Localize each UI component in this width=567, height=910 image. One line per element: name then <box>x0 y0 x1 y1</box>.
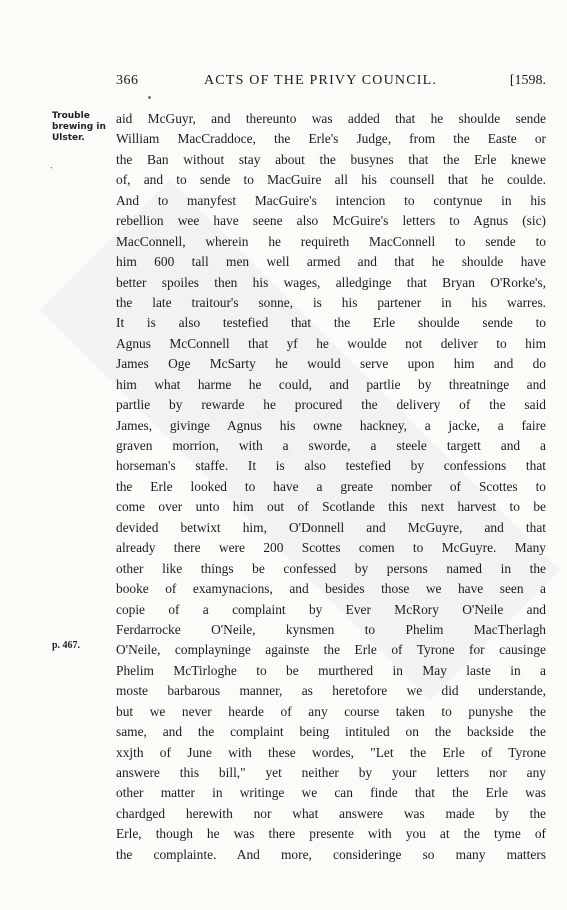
body-line: other matter in writinge we can finde that the Erle was <box>116 785 546 801</box>
body-line: copie of a complaint by Ever McRory O'Neile and <box>116 601 546 617</box>
body-line: aid McGuyr, and thereunto was added that he shoulde sende <box>116 111 546 126</box>
body-line: It is also testefied that the Erle shoulde sende to <box>116 315 546 331</box>
body-line: xxjth of June with these wordes, "Let the Erle of Tyrone <box>116 744 546 760</box>
body-line: the Erle looked to have a greate nomber of Scottes to <box>116 478 546 494</box>
body-line: same, and the complaint being intituled on the backside the <box>116 724 546 740</box>
margin-note-line: Ulster. <box>52 133 85 143</box>
body-line: Erle, though he was there presente with you at the tyme of <box>116 826 546 842</box>
body-line: the complainte. And more, consideringe so many matters <box>116 846 546 862</box>
margin-note-topic <box>52 111 106 144</box>
body-line: devided betwixt him, O'Donnell and McGuyre, and that <box>116 519 546 535</box>
body-line: other like things be confessed by persons named in the <box>116 560 546 576</box>
body-line: partlie by rewarde he procured the delivery of the said <box>116 397 546 413</box>
body-line: come over unto him out of Scotlande this next harvest to be <box>116 499 546 515</box>
body-line: O'Neile, complayninge againste the Erle of Tyrone for causinge <box>116 642 546 658</box>
margin-note-line: Trouble <box>52 111 90 121</box>
header-year: [1598. <box>509 73 546 88</box>
running-header <box>116 73 546 95</box>
body-text <box>116 109 546 865</box>
running-title: ACTS OF THE PRIVY COUNCIL. <box>204 73 438 88</box>
body-line: James, givinge Agnus his owne hackney, a jacke, a faire <box>116 417 546 433</box>
page-number: 366 <box>116 73 139 88</box>
body-line: answere this bill," yet neither by your letters nor any <box>116 765 546 780</box>
margin-note-line: brewing in <box>52 122 106 132</box>
body-line: him 600 tall men well armed and that he shoulde have <box>116 254 546 270</box>
body-line: rebellion wee have seene also McGuire's letters to Agnus (sic) <box>116 213 546 229</box>
margin-tick: ˏ <box>50 158 54 169</box>
body-line: MacConnell, wherein he requireth MacConnell to sende to <box>116 233 546 249</box>
body-line: Ferdarrocke O'Neile, kynsmen to Phelim MacTherlagh <box>116 621 546 637</box>
body-line: graven morrion, with a sworde, a steele targett and a <box>116 438 546 453</box>
body-line: him what harme he could, and partlie by threatninge and <box>116 376 546 392</box>
body-line: moste barbarous manner, as heretofore we did understande, <box>116 683 546 699</box>
body-line: booke of examynacions, and besides those we have seen a <box>116 581 546 597</box>
margin-note-line: p. 467. <box>52 640 81 651</box>
body-line: of, and to sende to MacGuire all his counsell that he coulde. <box>116 172 546 188</box>
body-line: William MacCraddoce, the Erle's Judge, from the Easte or <box>116 131 546 147</box>
margin-note-page-ref <box>52 640 80 651</box>
body-line: already there were 200 Scottes comen to McGuyre. Many <box>116 540 546 556</box>
body-line: the late traitour's sonne, is his partener in his warres. <box>116 294 546 310</box>
body-line: James Oge McSarty he would serve upon him and do <box>116 356 546 372</box>
body-line: horseman's staffe. It is also testefied by confessions that <box>116 458 546 474</box>
body-line: Agnus McConnell that yf he woulde not deliver to him <box>116 335 546 351</box>
body-line: better spoiles then his wages, alledginge that Bryan O'Rorke's, <box>116 274 546 290</box>
body-line: And to manyfest MacGuire's intencion to contynue in his <box>116 192 546 208</box>
body-line: but we never hearde of any course taken to punyshe the <box>116 703 546 719</box>
body-line: chardged herewith nor what answere was made by the <box>116 805 546 821</box>
body-line: Phelim McTirloghe to be murthered in May laste in a <box>116 662 546 678</box>
body-line: the Ban without stay about the busynes that the Erle knewe <box>116 151 546 167</box>
print-speck <box>148 96 151 99</box>
